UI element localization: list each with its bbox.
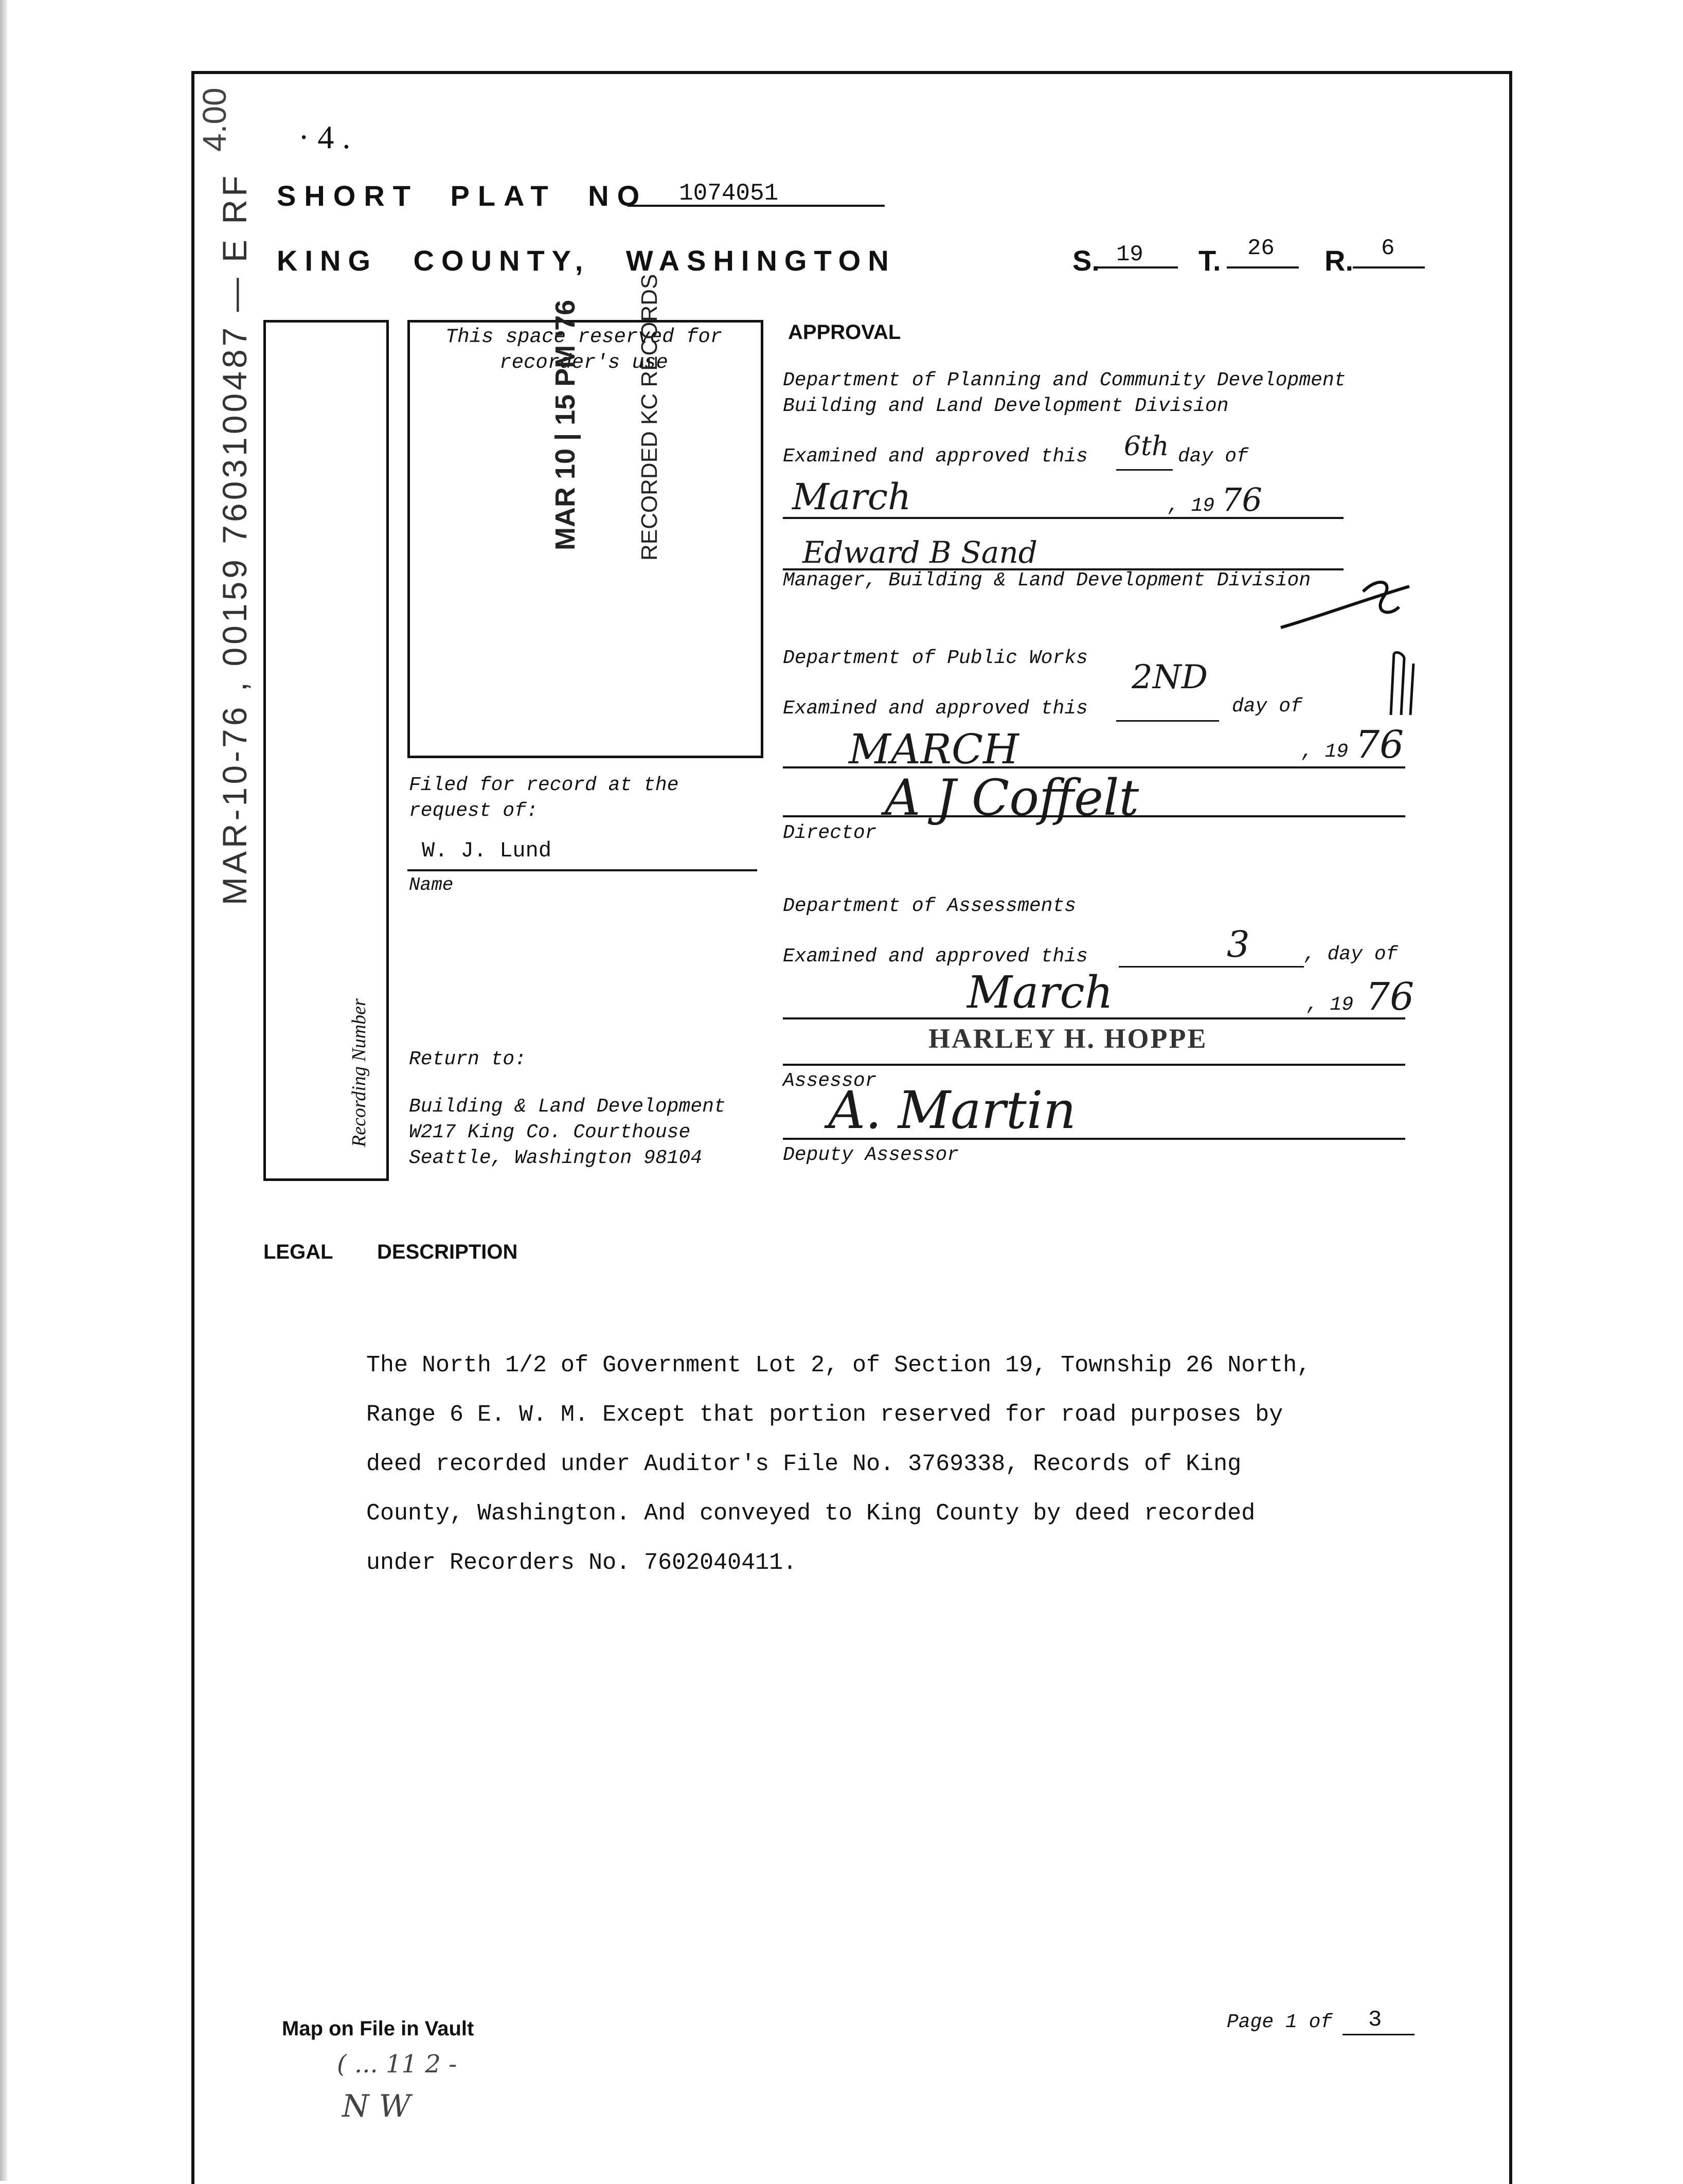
planning-month-value: March [792,476,911,518]
assessments-year-value: 76 [1366,975,1415,1019]
assessments-year-prefix: , 19 [1306,994,1354,1016]
deputy-assessor-line [783,1138,1405,1140]
approval-heading: APPROVAL [788,321,901,344]
return-to-line3: Seattle, Washington 98104 [409,1147,703,1169]
planning-signature: Edward B Sand [802,535,1037,570]
filed-for-record-label: Filed for record at the request of: [409,774,679,822]
planning-signer-title: Manager, Building & Land Development Division [783,569,1311,592]
range-value: 6 [1381,236,1395,261]
legal-line: County, Washington. And conveyed to King County by deed recorded [366,1500,1256,1527]
public-works-signature-line [783,815,1405,817]
planning-date-line [783,517,1344,519]
filed-name-line [407,869,757,871]
planning-year-prefix: , 19 [1168,495,1215,517]
section-line [1096,266,1178,268]
public-works-day-line [1116,720,1219,722]
plat-number-line [628,205,885,207]
page-label: Page 1 of [1227,2011,1333,2033]
public-works-month-value: MARCH [849,725,1019,773]
legal-description-text [366,1329,1311,1600]
legal-line: Range 6 E. W. M. Except that portion reserved for road purposes by [366,1402,1283,1428]
public-works-dept: Department of Public Works [783,647,1088,669]
filed-name-label: Name [409,874,454,896]
map-on-file-note: Map on File in Vault [282,2017,474,2040]
deputy-assessor-signature: A. Martin [828,1080,1077,1140]
return-to-line1: Building & Land Development [409,1096,726,1118]
assessor-line [783,1064,1405,1066]
public-works-signer-title: Director [783,822,877,844]
handwritten-note-1: ( ... 11 2 - [337,2050,457,2079]
public-works-day-value: 2ND [1132,658,1208,696]
filed-name-value: W. J. Lund [422,838,552,863]
legal-label: LEGAL [263,1241,333,1263]
planning-dept-line1: Department of Planning and Community Development [783,369,1346,391]
description-label: DESCRIPTION [377,1241,518,1263]
side-recording-stamp: MAR-10-76 , 00159 7603100487 — E RF [216,172,254,905]
handwritten-note-2: N W [342,2088,411,2124]
legal-line: under Recorders No. 7602040411. [366,1550,797,1576]
assessments-dept: Department of Assessments [783,895,1077,917]
planning-pen-mark [1276,556,1420,638]
township-label: T. [1198,244,1221,277]
county-title: KING COUNTY, WASHINGTON [277,244,896,277]
section-value: 19 [1116,242,1143,267]
planning-year-value: 76 [1222,481,1262,518]
recorder-use-box [407,320,763,758]
public-works-date-line [783,766,1405,768]
planning-examined-text: Examined and approved this [783,445,1088,468]
page-total-line [1342,2034,1415,2035]
recorder-date-stamp: MAR 10 | 15 PM '76 [550,299,581,550]
return-to-line2: W217 King Co. Courthouse [409,1121,691,1143]
range-line [1353,266,1425,268]
public-works-day-of: day of [1232,695,1302,718]
assessor-label: Assessor [783,1070,877,1092]
section-label: S. [1072,244,1100,277]
public-works-signature: A J Coffelt [885,769,1139,827]
assessments-month-value: March [967,967,1113,1018]
short-plat-title: SHORT PLAT NO [277,180,648,212]
plat-number: 1074051 [679,180,779,207]
township-line [1227,266,1299,268]
township-value: 26 [1247,236,1275,261]
public-works-year-prefix: , 19 [1301,741,1349,763]
legal-line: The North 1/2 of Government Lot 2, of Section 19, Township 26 North, [366,1352,1311,1379]
assessor-name-stamp: HARLEY H. HOPPE [928,1023,1208,1054]
scan-top-marks: 4.00 [196,87,233,152]
public-works-examined-text: Examined and approved this [783,697,1088,720]
recorded-kc-records: RECORDED KC RECORDS [637,274,662,561]
return-to-label: Return to: [409,1048,527,1070]
assessments-day-value: 3 [1227,923,1250,965]
legal-line: deed recorded under Auditor's File No. 3769338, Records of King [366,1451,1242,1477]
assessments-day-line [1119,966,1304,968]
recorder-reserved-text: This space reserved for recorder's use [445,326,723,374]
planning-day-value: 6th [1124,431,1169,462]
deputy-assessor-label: Deputy Assessor [783,1144,959,1166]
assessments-day-of: , day of [1304,943,1398,965]
public-works-year-value: 76 [1355,723,1404,767]
planning-day-of: day of [1178,445,1248,468]
planning-dept-line2: Building and Land Development Division [783,395,1229,417]
assessments-examined-text: Examined and approved this [783,945,1088,968]
page-total: 3 [1368,2007,1382,2033]
recording-number-label: Recording Number [348,998,370,1147]
page-mark: · 4 . [298,119,351,155]
range-label: R. [1324,244,1353,277]
public-works-initials-mark [1384,648,1425,720]
planning-day-line [1116,469,1173,471]
scan-edge [0,0,7,2181]
assessments-date-line [783,1017,1405,1019]
